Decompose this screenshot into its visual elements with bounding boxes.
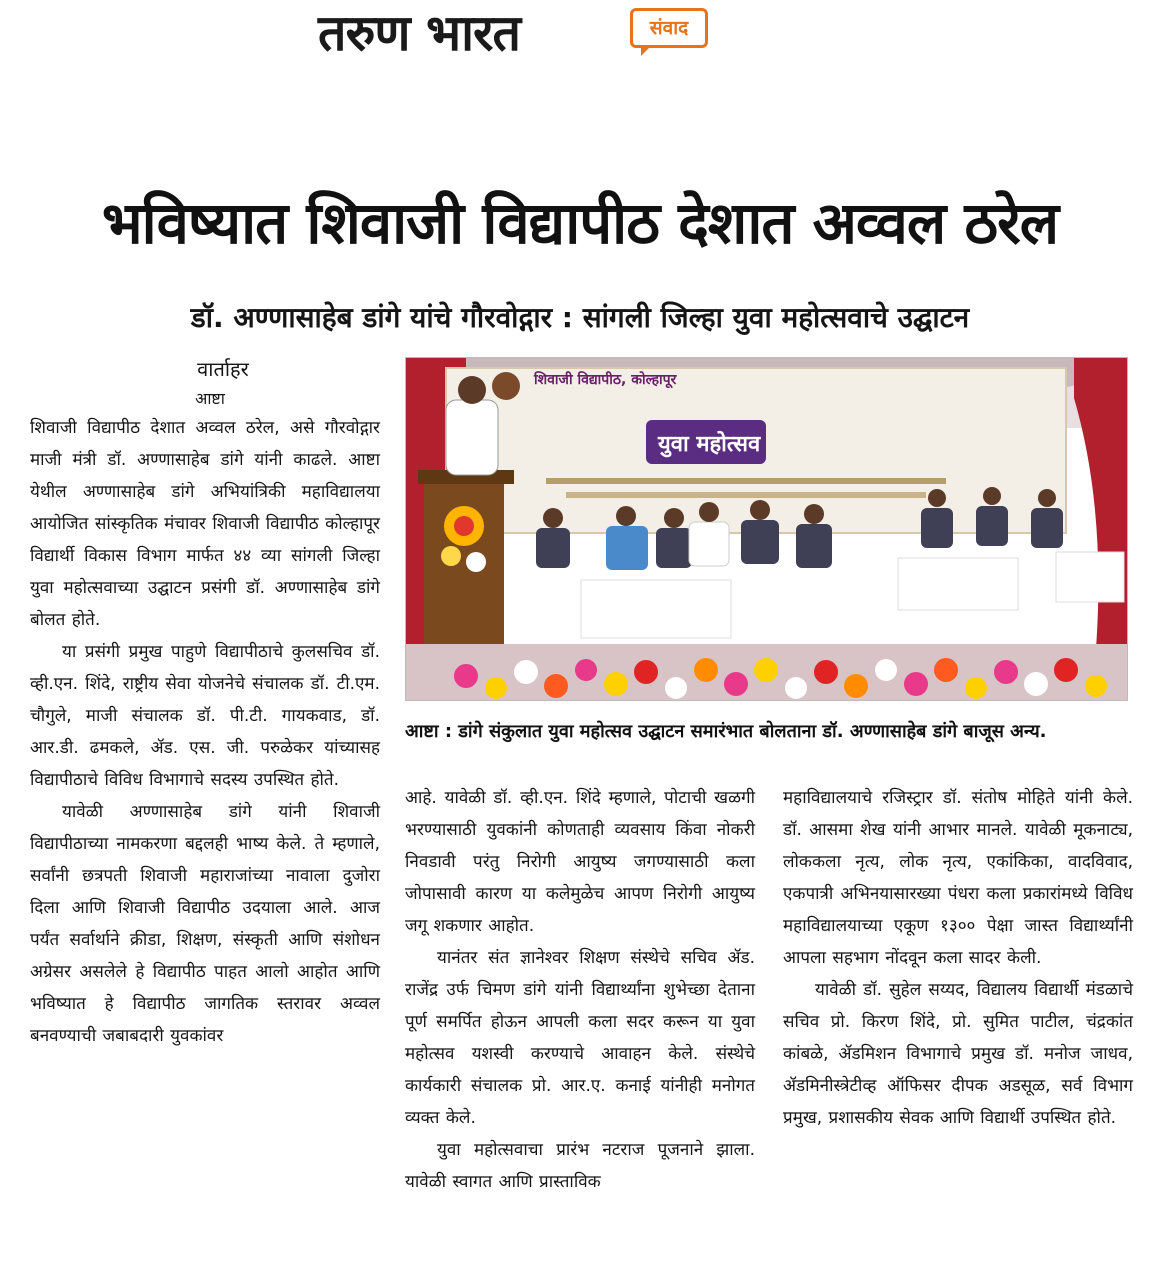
article-column-2: [405, 782, 755, 1198]
stage-illustration: [406, 358, 1128, 701]
newspaper-name: तरुण भारत: [318, 4, 521, 62]
speaker-head-icon: [458, 376, 486, 404]
paragraph: शिवाजी विद्यापीठ देशात अव्वल ठरेल, असे गौरवोद्गार माजी मंत्री डॉ. अण्णासाहेब डांगे यांनी काढले. आष्टा येथील अण्णासाहेब डांगे अभियांत्रिकी महाविद्यालया आयोजित सांस्कृतिक मंचावर शिवाजी विद्यापीठ कोल्हापूर विद्यार्थी विकास विभाग मार्फत ४४ व्या सांगली जिल्हा युवा महोत्सवाच्या उद्घाटन प्रसंगी डॉ. अण्णासाहेब डांगे बोलत होते.: [30, 418, 380, 630]
newspaper-badge: संवाद: [630, 8, 708, 48]
paragraph: यानंतर संत ज्ञानेश्वर शिक्षण संस्थेचे सचिव ॲड. राजेंद्र उर्फ चिमण डांगे यांनी विद्यार्थ्यांना शुभेच्छा देताना पूर्ण समर्पित होऊन आपली कला सदर करून या युवा महोत्सव यशस्वी करण्याचे आवाहन केले. संस्थेचे कार्यकारी संचालक प्रो. आर.ए. कनाई यांनीही मनोगत व्यक्त केले.: [405, 948, 755, 1128]
article-column-3: [783, 782, 1133, 1134]
dateline: आष्टा: [195, 389, 225, 408]
paragraph: आहे. यावेळी डॉ. व्ही.एन. शिंदे म्हणाले, पोटाची खळगी भरण्यासाठी युवकांनी कोणताही व्यवसाय किंवा नोकरी निवडावी परंतु निरोगी आयुष्य जगण्यासाठी कला जोपासावी कारण या कलेमुळेच आपण निरोगी आयुष्य जगू शकणार आहोत.: [405, 788, 755, 936]
photo-caption: आष्टा : डांगे संकुलात युवा महोत्सव उद्घाटन समारंभात बोलताना डॉ. अण्णासाहेब डांगे बाजूस अन्य.: [405, 721, 1047, 742]
paragraph: युवा महोत्सवाचा प्रारंभ नटराज पूजनाने झाला. यावेळी स्वागत आणि प्रास्ताविक: [405, 1140, 755, 1192]
paragraph: महाविद्यालयाचे रजिस्ट्रार डॉ. संतोष मोहिते यांनी केले. डॉ. आसमा शेख यांनी आभार मानले. यावेळी मूकनाट्य, लोककला नृत्य, लोक नृत्य, एकांकिका, वादविवाद, एकपात्री अभिनयासारख्या पंधरा कला प्रकारांमध्ये विविध महाविद्यालयाच्या एकूण १३०० पेक्षा जास्त विद्यार्थ्यांनी आपला सहभाग नोंदवून कला सादर केली.: [783, 788, 1133, 968]
banner-event-title: युवा महोत्सव: [658, 432, 761, 457]
article-headline: भविष्यात शिवाजी विद्यापीठ देशात अव्वल ठरेल: [101, 189, 1059, 257]
event-photo: [405, 357, 1128, 701]
paragraph: यावेळी डॉ. सुहेल सय्यद, विद्यालय विद्यार्थी मंडळाचे सचिव प्रो. किरण शिंदे, प्रो. सुमित पाटील, चंद्रकांत कांबळे, ॲडमिशन विभागाचे प्रमुख डॉ. मनोज जाधव, ॲडमिनीस्त्रेटीव्ह ऑफिसर दीपक अडसूळ, सर्व विभाग प्रमुख, प्रशासकीय सेवक आणि विद्यार्थी उपस्थित होते.: [783, 980, 1133, 1128]
paragraph: या प्रसंगी प्रमुख पाहुणे विद्यापीठाचे कुलसचिव डॉ. व्ही.एन. शिंदे, राष्ट्रीय सेवा योजनेचे संचालक डॉ. टी.एम. चौगुले, माजी संचालक डॉ. पी.टी. गायकवाड, डॉ. आर.डी. ढमकले, ॲड. एस. जी. परुळेकर यांच्यासह विद्यापीठाचे विविध विभागाचे सदस्य उपस्थित होते.: [30, 642, 380, 790]
masthead: [0, 0, 1161, 70]
article-subheadline: डॉ. अण्णासाहेब डांगे यांचे गौरवोद्गार : सांगली जिल्हा युवा महोत्सवाचे उद्घाटन: [190, 301, 970, 334]
banner-institution: शिवाजी विद्यापीठ, कोल्हापूर: [534, 372, 677, 388]
byline: वार्ताहर: [197, 357, 249, 381]
university-logo-icon: [492, 372, 520, 400]
paragraph: यावेळी अण्णासाहेब डांगे यांनी शिवाजी विद्यापीठाच्या नामकरणा बद्दलही भाष्य केले. ते म्हणाले, सर्वांनी छत्रपती शिवाजी महाराजांच्या नावाला दुजोरा दिला आणि शिवाजी विद्यापीठ उदयाला आले. आज पर्यंत सर्वार्थाने क्रीडा, शिक्षण, संस्कृती आणि संशोधन अग्रेसर असलेले हे विद्यापीठ पाहत आलो आहोत आणि भविष्यात हे विद्यापीठ जागतिक स्तरावर अव्वल बनवण्याची जबाबदारी युवकांवर: [30, 802, 380, 1046]
article-column-1: [30, 412, 380, 1052]
